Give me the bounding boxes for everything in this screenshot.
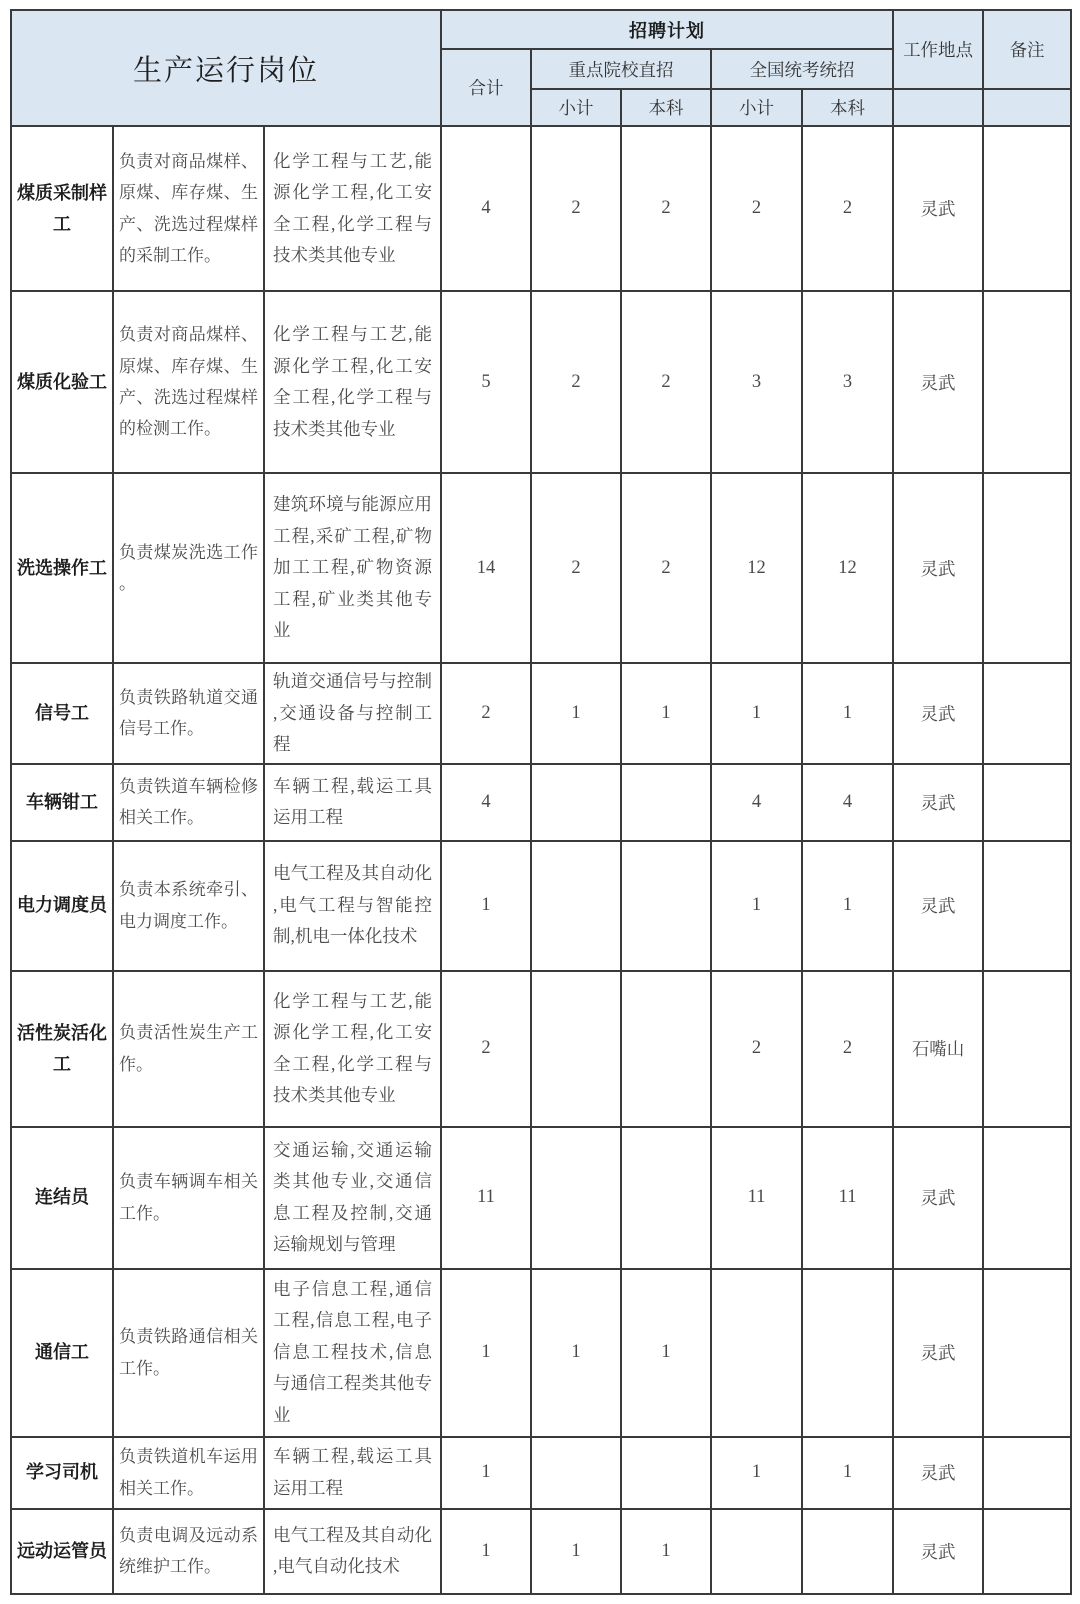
- header-note: 备注: [983, 10, 1071, 89]
- cell-national-subtotal: 1: [711, 1437, 802, 1509]
- cell-key-subtotal: 2: [531, 126, 621, 291]
- cell-key-bachelor: 2: [621, 291, 711, 473]
- cell-national-subtotal: [711, 1269, 802, 1437]
- cell-national-bachelor: 1: [802, 1437, 893, 1509]
- cell-key-bachelor: 1: [621, 1269, 711, 1437]
- cell-position: 通信工: [11, 1269, 113, 1437]
- cell-duty: 负责活性炭生产工作。: [113, 971, 264, 1127]
- cell-position: 学习司机: [11, 1437, 113, 1509]
- header-national-bachelor: 本科: [802, 89, 893, 126]
- cell-national-subtotal: 12: [711, 473, 802, 663]
- cell-note: [983, 1269, 1071, 1437]
- header-plan-group: 招聘计划: [441, 10, 893, 49]
- cell-national-subtotal: 1: [711, 663, 802, 764]
- cell-duty: 负责煤炭洗选工作。: [113, 473, 264, 663]
- cell-national-subtotal: 3: [711, 291, 802, 473]
- cell-total: 11: [441, 1127, 531, 1269]
- cell-position: 车辆钳工: [11, 764, 113, 841]
- cell-national-bachelor: [802, 1509, 893, 1594]
- cell-key-subtotal: [531, 841, 621, 971]
- cell-total: 1: [441, 1509, 531, 1594]
- cell-location: 灵武: [893, 1127, 983, 1269]
- cell-national-bachelor: 12: [802, 473, 893, 663]
- cell-total: 14: [441, 473, 531, 663]
- header-location: 工作地点: [893, 10, 983, 89]
- cell-key-subtotal: [531, 1437, 621, 1509]
- cell-note: [983, 663, 1071, 764]
- recruitment-table: [10, 9, 1072, 1595]
- cell-national-bachelor: 1: [802, 841, 893, 971]
- page-title: 生产运行岗位: [11, 10, 441, 126]
- cell-key-bachelor: 2: [621, 473, 711, 663]
- table-row: [11, 841, 1071, 971]
- cell-majors: 车辆工程,载运工具运用工程: [264, 1437, 441, 1509]
- header-total: 合计: [441, 49, 531, 126]
- cell-position: 连结员: [11, 1127, 113, 1269]
- cell-national-subtotal: [711, 1509, 802, 1594]
- cell-total: 5: [441, 291, 531, 473]
- table-row: [11, 1509, 1071, 1594]
- cell-key-bachelor: [621, 1127, 711, 1269]
- cell-majors: 化学工程与工艺,能源化学工程,化工安全工程,化学工程与技术类其他专业: [264, 126, 441, 291]
- table-row: [11, 1437, 1071, 1509]
- cell-national-subtotal: 11: [711, 1127, 802, 1269]
- cell-duty: 负责电调及远动系统维护工作。: [113, 1509, 264, 1594]
- cell-duty: 负责铁路轨道交通信号工作。: [113, 663, 264, 764]
- table-row: [11, 291, 1071, 473]
- cell-position: 煤质化验工: [11, 291, 113, 473]
- cell-key-bachelor: [621, 971, 711, 1127]
- cell-key-subtotal: 1: [531, 1269, 621, 1437]
- cell-note: [983, 473, 1071, 663]
- cell-key-bachelor: 2: [621, 126, 711, 291]
- table-row: [11, 971, 1071, 1127]
- cell-key-subtotal: 2: [531, 291, 621, 473]
- header-row-1: [11, 10, 1071, 49]
- cell-national-bachelor: [802, 1269, 893, 1437]
- cell-national-bachelor: 3: [802, 291, 893, 473]
- cell-national-bachelor: 1: [802, 663, 893, 764]
- cell-position: 远动运管员: [11, 1509, 113, 1594]
- cell-duty: 负责对商品煤样、原煤、库存煤、生产、洗选过程煤样的检测工作。: [113, 291, 264, 473]
- cell-duty: 负责铁路通信相关工作。: [113, 1269, 264, 1437]
- cell-key-subtotal: [531, 1127, 621, 1269]
- table-row: [11, 1127, 1071, 1269]
- cell-location: 灵武: [893, 1509, 983, 1594]
- cell-note: [983, 291, 1071, 473]
- cell-majors: 交通运输,交通运输类其他专业,交通信息工程及控制,交通运输规划与管理: [264, 1127, 441, 1269]
- cell-note: [983, 764, 1071, 841]
- cell-total: 1: [441, 1269, 531, 1437]
- cell-location: 灵武: [893, 126, 983, 291]
- cell-national-bachelor: 2: [802, 971, 893, 1127]
- table-row: [11, 473, 1071, 663]
- cell-majors: 化学工程与工艺,能源化学工程,化工安全工程,化学工程与技术类其他专业: [264, 291, 441, 473]
- cell-national-subtotal: 2: [711, 971, 802, 1127]
- cell-duty: 负责铁道车辆检修相关工作。: [113, 764, 264, 841]
- cell-national-subtotal: 4: [711, 764, 802, 841]
- cell-key-bachelor: [621, 1437, 711, 1509]
- cell-key-subtotal: 1: [531, 1509, 621, 1594]
- cell-key-bachelor: [621, 764, 711, 841]
- cell-key-bachelor: 1: [621, 663, 711, 764]
- cell-key-subtotal: 2: [531, 473, 621, 663]
- cell-national-subtotal: 2: [711, 126, 802, 291]
- table-header: [11, 10, 1071, 126]
- cell-duty: 负责铁道机车运用相关工作。: [113, 1437, 264, 1509]
- cell-location: 灵武: [893, 1269, 983, 1437]
- cell-majors: 化学工程与工艺,能源化学工程,化工安全工程,化学工程与技术类其他专业: [264, 971, 441, 1127]
- cell-location: 灵武: [893, 663, 983, 764]
- cell-total: 4: [441, 126, 531, 291]
- cell-majors: 电子信息工程,通信工程,信息工程,电子信息工程技术,信息与通信工程类其他专业: [264, 1269, 441, 1437]
- cell-majors: 建筑环境与能源应用工程,采矿工程,矿物加工工程,矿物资源工程,矿业类其他专业: [264, 473, 441, 663]
- cell-majors: 电气工程及其自动化,电气工程与智能控制,机电一体化技术: [264, 841, 441, 971]
- header-national-group: 全国统考统招: [711, 49, 893, 89]
- cell-majors: 轨道交通信号与控制,交通设备与控制工程: [264, 663, 441, 764]
- cell-location: 灵武: [893, 841, 983, 971]
- table-body: [11, 126, 1071, 1594]
- cell-position: 煤质采制样工: [11, 126, 113, 291]
- header-note-spacer: [983, 89, 1071, 126]
- cell-majors: 车辆工程,载运工具运用工程: [264, 764, 441, 841]
- cell-majors: 电气工程及其自动化,电气自动化技术: [264, 1509, 441, 1594]
- cell-national-subtotal: 1: [711, 841, 802, 971]
- cell-total: 2: [441, 971, 531, 1127]
- cell-location: 灵武: [893, 291, 983, 473]
- header-key-group: 重点院校直招: [531, 49, 711, 89]
- cell-note: [983, 1509, 1071, 1594]
- cell-note: [983, 971, 1071, 1127]
- cell-total: 4: [441, 764, 531, 841]
- cell-location: 灵武: [893, 764, 983, 841]
- cell-duty: 负责车辆调车相关工作。: [113, 1127, 264, 1269]
- cell-position: 电力调度员: [11, 841, 113, 971]
- header-key-subtotal: 小计: [531, 89, 621, 126]
- cell-key-bachelor: [621, 841, 711, 971]
- cell-duty: 负责对商品煤样、原煤、库存煤、生产、洗选过程煤样的采制工作。: [113, 126, 264, 291]
- header-national-subtotal: 小计: [711, 89, 802, 126]
- cell-total: 2: [441, 663, 531, 764]
- cell-location: 灵武: [893, 473, 983, 663]
- cell-note: [983, 841, 1071, 971]
- cell-position: 活性炭活化工: [11, 971, 113, 1127]
- cell-position: 洗选操作工: [11, 473, 113, 663]
- cell-note: [983, 1437, 1071, 1509]
- cell-national-bachelor: 2: [802, 126, 893, 291]
- cell-key-subtotal: [531, 971, 621, 1127]
- header-key-bachelor: 本科: [621, 89, 711, 126]
- cell-note: [983, 1127, 1071, 1269]
- cell-national-bachelor: 4: [802, 764, 893, 841]
- header-location-spacer: [893, 89, 983, 126]
- cell-key-bachelor: 1: [621, 1509, 711, 1594]
- cell-total: 1: [441, 841, 531, 971]
- table-row: [11, 1269, 1071, 1437]
- cell-key-subtotal: [531, 764, 621, 841]
- cell-location: 灵武: [893, 1437, 983, 1509]
- cell-location: 石嘴山: [893, 971, 983, 1127]
- cell-position: 信号工: [11, 663, 113, 764]
- table-row: [11, 764, 1071, 841]
- cell-key-subtotal: 1: [531, 663, 621, 764]
- table-row: [11, 663, 1071, 764]
- table-row: [11, 126, 1071, 291]
- cell-note: [983, 126, 1071, 291]
- cell-national-bachelor: 11: [802, 1127, 893, 1269]
- cell-duty: 负责本系统牵引、电力调度工作。: [113, 841, 264, 971]
- cell-total: 1: [441, 1437, 531, 1509]
